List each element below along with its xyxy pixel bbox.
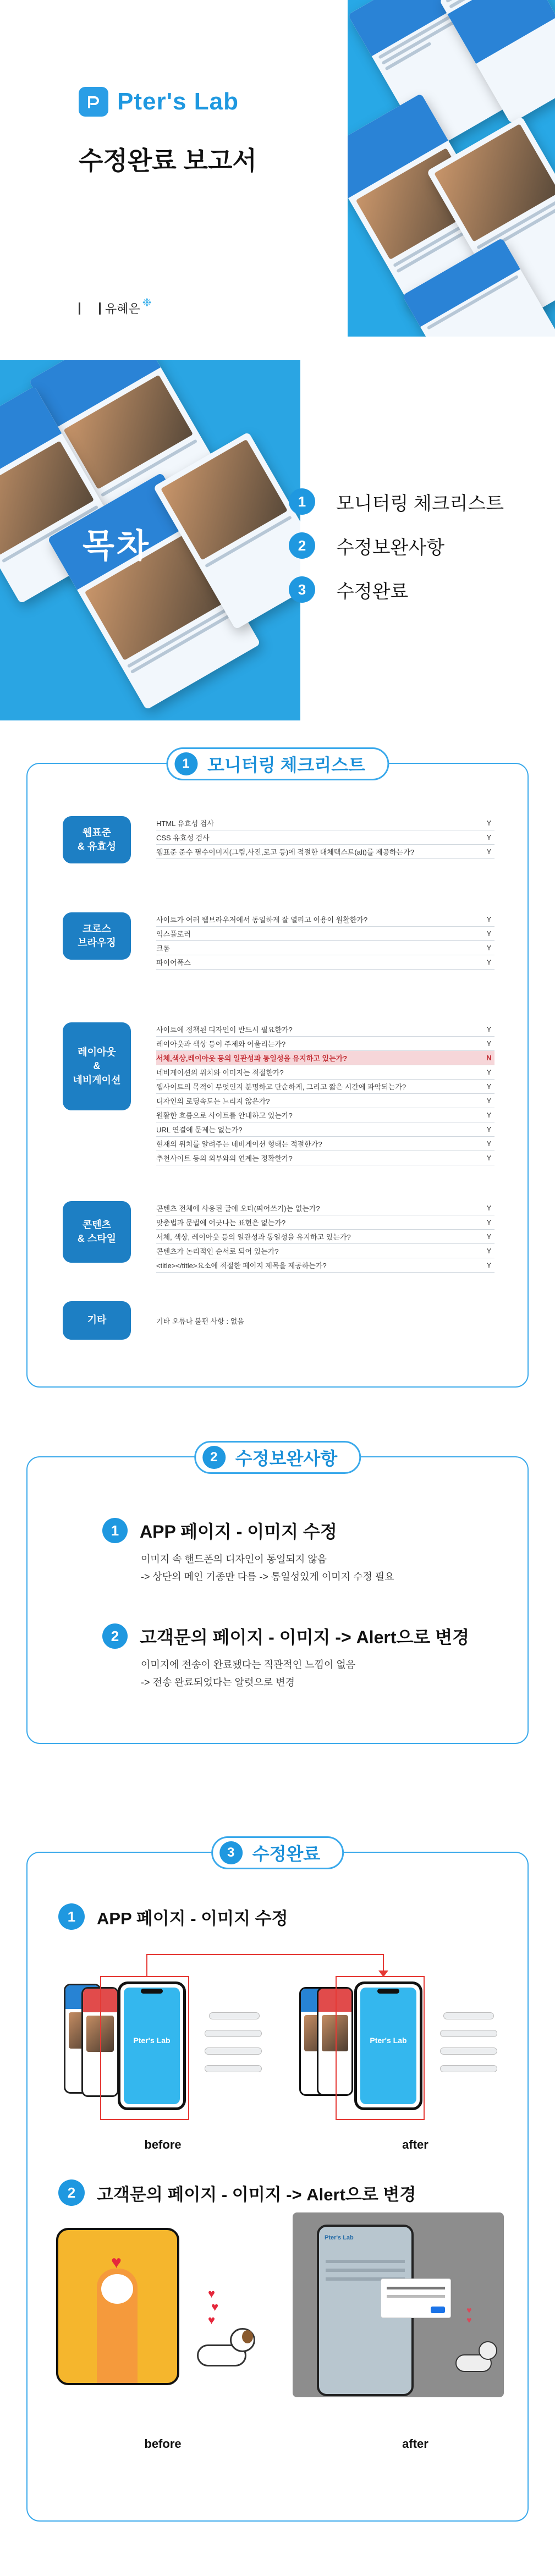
checklist-item-result: Y <box>486 833 492 841</box>
checklist-item-text: 사이트가 여러 웹브라우저에서 동일하게 잘 열리고 이용이 원활한가? <box>156 916 368 924</box>
phone-logo: Pter's Lab <box>370 2036 407 2045</box>
toc-artwork <box>0 360 300 720</box>
checklist-category <box>63 912 494 970</box>
checklist-item-result: Y <box>486 944 492 952</box>
after-label: after <box>402 2138 428 2151</box>
logo-icon <box>79 87 108 117</box>
checklist-item-result: Y <box>486 915 492 923</box>
checklist-item <box>156 1108 494 1122</box>
checklist-item-text: 네비게이션의 위치와 이미지는 적절한가? <box>156 1069 284 1077</box>
hearts-icon: ♥ ♥ ♥ <box>208 2287 219 2327</box>
after-label: after <box>402 2437 428 2451</box>
checklist-item-text: 웹표준 준수 필수이미지(그림,사진,로고 등)에 적절한 대체텍스트(alt)를 제공하는가? <box>156 848 415 856</box>
checklist-item <box>156 1215 494 1230</box>
arrow-line <box>146 1954 384 1955</box>
checklist-item <box>156 1065 494 1080</box>
menu-pill <box>205 2047 262 2055</box>
checklist-item-result: Y <box>486 847 492 856</box>
checklist-item-result: Y <box>486 1082 492 1091</box>
fix-line: -> 상단의 메인 기종만 다름 -> 통일성있게 이미지 수정 필요 <box>141 1571 394 1582</box>
checklist-item <box>156 816 494 830</box>
brand-logo <box>79 87 239 117</box>
done-number: 1 <box>58 1903 85 1930</box>
dog-illustration <box>191 2322 257 2372</box>
phone-mockup <box>354 1981 422 2110</box>
cat-paw-pad <box>101 2274 133 2304</box>
checklist-item-result: Y <box>486 1218 492 1226</box>
checklist-item-result: Y <box>486 1140 492 1148</box>
fix-line: -> 전송 완료되었다는 알럿으로 변경 <box>141 1676 295 1688</box>
checklist-item-text: 기타 오류나 불편 사항 : 없음 <box>156 1317 244 1325</box>
section-header <box>166 747 389 780</box>
checklist-item <box>156 1201 494 1215</box>
fix-title: APP 페이지 - 이미지 수정 <box>140 1522 337 1542</box>
brand-name: Pter's Lab <box>117 88 239 115</box>
checklist-item-result: Y <box>486 1097 492 1105</box>
fix-item <box>102 1623 469 1691</box>
monitoring-section <box>26 755 529 1388</box>
checklist-item-text: 콘텐츠가 논리적인 순서로 되어 있는가? <box>156 1247 279 1256</box>
checklist-item-text: 맞춤법과 문법에 어긋나는 표현은 없는가? <box>156 1219 286 1227</box>
checklist-item-result: N <box>486 1054 492 1062</box>
cover-artwork <box>348 0 555 337</box>
checklist-item-text: 크롬 <box>156 944 171 953</box>
fix-number: 1 <box>102 1518 128 1543</box>
checklist-item <box>156 1122 494 1137</box>
menu-pill <box>205 2030 262 2037</box>
checklist-item-text: 서체,색상,레이아웃 등의 일관성과 통일성을 유지하고 있는가? <box>156 1054 348 1063</box>
category-badge: 레이아웃 & 네비게이션 <box>63 1022 131 1110</box>
arrow-line <box>383 1954 384 1973</box>
category-items <box>156 816 494 859</box>
section-number: 3 <box>219 1841 243 1864</box>
hearts-icon: ♥ ♥ <box>466 2306 472 2325</box>
section-header <box>194 1441 361 1474</box>
toc-item <box>289 480 504 524</box>
fixes-section <box>26 1449 529 1744</box>
checklist-item-text: 원활한 흐름으로 사이트를 안내하고 있는가? <box>156 1111 293 1120</box>
menu-pill <box>440 2065 497 2072</box>
checklist-item-text: 파이어폭스 <box>156 959 191 967</box>
after-screenshot <box>293 2212 504 2397</box>
checklist-item <box>156 1022 494 1037</box>
checklist-item-result: Y <box>486 1232 492 1241</box>
checklist-item <box>156 1137 494 1151</box>
checklist-item-text: 서체, 색상, 레이아웃 등의 일관성과 통일성을 유지하고 있는가? <box>156 1233 351 1241</box>
checklist-item-result: Y <box>486 1025 492 1033</box>
phone-logo: Pter's Lab <box>325 2234 354 2241</box>
toc-item-label: 수정보완사항 <box>336 537 445 558</box>
checklist-item-result: Y <box>486 1247 492 1255</box>
phone-logo: Pter's Lab <box>133 2036 171 2045</box>
checklist-item-result: Y <box>486 819 492 827</box>
done-section <box>26 1844 529 2522</box>
fix-title: 고객문의 페이지 - 이미지 -> Alert으로 변경 <box>140 1627 470 1647</box>
checklist-item <box>156 1080 494 1094</box>
menu-pill <box>440 2047 497 2055</box>
done-number: 2 <box>58 2179 85 2206</box>
checklist-item <box>156 830 494 845</box>
checklist-item <box>156 1244 494 1258</box>
checklist-item-text: 콘텐츠 전체에 사용된 글에 오타(띄어쓰기)는 없는가? <box>156 1204 320 1213</box>
before-label: before <box>144 2437 182 2451</box>
checklist-item-text: 웹사이트의 목적이 무엇인지 분명하고 단순하게, 그리고 짧은 시간에 파악되는가? <box>156 1083 406 1091</box>
toc-item-label: 모니터링 체크리스트 <box>336 493 504 514</box>
toc-item-label: 수정완료 <box>336 581 409 602</box>
checklist-item-text: 디자인의 로딩속도는 느리지 않은가? <box>156 1097 270 1105</box>
checklist-item-result: Y <box>486 1261 492 1269</box>
author-name: 유혜은 <box>105 302 140 316</box>
toc-number: 3 <box>289 576 315 603</box>
checklist-item <box>156 927 494 941</box>
done-title: 고객문의 페이지 - 이미지 -> Alert으로 변경 <box>97 2184 416 2204</box>
before-illustration <box>56 2228 179 2385</box>
section-header <box>211 1836 344 1869</box>
category-badge: 웹표준 & 유효성 <box>63 816 131 863</box>
checklist-item <box>156 1037 494 1051</box>
checklist-item-result: Y <box>486 1125 492 1133</box>
checklist-item-text: HTML 유효성 검사 <box>156 819 214 828</box>
category-items <box>156 1022 494 1165</box>
toc-list <box>289 480 504 612</box>
toc-number: 2 <box>289 532 315 559</box>
checklist-item <box>156 1313 494 1328</box>
category-items <box>156 912 494 970</box>
checklist-item <box>156 1258 494 1273</box>
fix-line: 이미지에 전송이 완료됐다는 직관적인 느낌이 없음 <box>141 1659 356 1670</box>
checklist-item-result: Y <box>486 1154 492 1162</box>
toc-item <box>289 568 504 612</box>
section-number: 1 <box>174 752 197 775</box>
toc-label: 목차 <box>83 527 151 564</box>
checklist-item-result: Y <box>486 929 492 938</box>
checklist-category <box>63 1301 494 1340</box>
alert-dialog <box>381 2278 451 2318</box>
checklist-item-text: 현재의 위치를 알려주는 네비게이션 형태는 적절한가? <box>156 1140 322 1148</box>
checklist-item-result: Y <box>486 1068 492 1076</box>
checklist-item <box>156 845 494 859</box>
checklist-item-text: 익스플로러 <box>156 930 191 938</box>
checklist-item <box>156 912 494 927</box>
phone-mockup <box>118 1981 186 2110</box>
checklist-item-result: Y <box>486 1111 492 1119</box>
toc-item <box>289 524 504 568</box>
alert-ok-button[interactable] <box>431 2307 445 2313</box>
section-title: 모니터링 체크리스트 <box>207 755 366 775</box>
author-logo-icon <box>79 302 101 315</box>
paw-icon: ❉ <box>142 297 152 309</box>
fix-item <box>102 1518 394 1586</box>
checklist-item-text: 레이아웃과 색상 등이 주제와 어울리는가? <box>156 1040 286 1048</box>
author <box>79 297 152 317</box>
section-number: 2 <box>202 1446 226 1469</box>
category-badge: 콘텐츠 & 스타일 <box>63 1201 131 1263</box>
done-title: APP 페이지 - 이미지 수정 <box>97 1908 288 1928</box>
checklist-item <box>156 1151 494 1165</box>
dog-illustration <box>452 2338 498 2377</box>
menu-pill <box>205 2065 262 2072</box>
checklist-item-text: <title></title>요소에 적절한 페이지 제목을 제공하는가? <box>156 1262 327 1270</box>
category-items <box>156 1201 494 1273</box>
checklist-item-text: URL 연결에 문제는 없는가? <box>156 1126 243 1134</box>
checklist-item <box>156 1094 494 1108</box>
menu-pill <box>440 2030 497 2037</box>
fix-number: 2 <box>102 1623 128 1649</box>
checklist-item-text: 추천사이트 등의 외부와의 연계는 정확한가? <box>156 1154 293 1163</box>
checklist-item-result: Y <box>486 1204 492 1212</box>
toc-number: 1 <box>289 488 315 515</box>
arrow-line <box>146 1954 147 1977</box>
menu-pill <box>443 2012 494 2019</box>
fix-line: 이미지 속 핸드폰의 디자인이 통일되지 않음 <box>141 1554 327 1565</box>
checklist-item-result: Y <box>486 1039 492 1048</box>
section-title: 수정보완사항 <box>235 1449 338 1468</box>
done-item-header <box>58 1903 288 1930</box>
category-badge: 크로스 브라우징 <box>63 912 131 960</box>
cover-section <box>0 0 555 360</box>
before-label: before <box>144 2138 182 2151</box>
checklist-category <box>63 1201 494 1273</box>
report-title: 수정완료 보고서 <box>79 146 257 175</box>
checklist-item <box>156 1230 494 1244</box>
done-item-header <box>58 2179 416 2206</box>
menu-pill <box>209 2012 260 2019</box>
section-title: 수정완료 <box>252 1844 321 1864</box>
checklist-category <box>63 1022 494 1165</box>
checklist-item <box>156 955 494 970</box>
checklist-item <box>156 1051 494 1065</box>
heart-icon: ♥ <box>111 2252 122 2272</box>
checklist-item-text: 사이트에 정책된 디자인이 반드시 필요한가? <box>156 1026 293 1034</box>
checklist-item-result: Y <box>486 958 492 966</box>
checklist-category <box>63 816 494 863</box>
category-items <box>156 1313 494 1328</box>
checklist-item <box>156 941 494 955</box>
checklist-item-text: CSS 유효성 검사 <box>156 834 210 842</box>
category-badge: 기타 <box>63 1301 131 1340</box>
